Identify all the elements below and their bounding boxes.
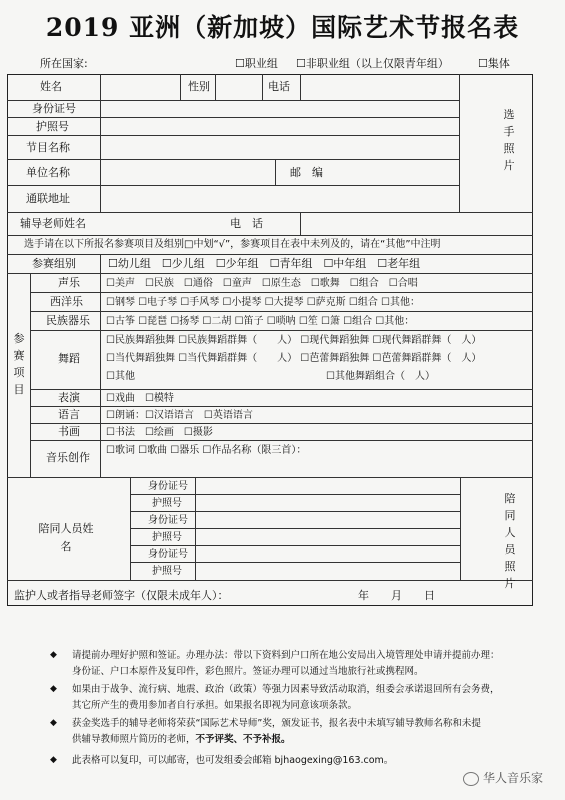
bullet-icon: ◆ [50,650,57,660]
art-label: 书画 [58,425,80,438]
companion-passport-label: 护照号 [152,498,182,509]
category-label: 参赛项目 [13,332,25,396]
program-label: 节目名称 [26,141,70,154]
companion-id-label: 身份证号 [148,515,188,526]
form-title: 2019 亚洲（新加坡）国际艺术节报名表 [45,13,520,42]
companion-passport-label: 护照号 [152,566,182,577]
watermark [463,769,543,786]
western-label: 西洋乐 [50,295,83,308]
address-label: 通联地址 [26,192,70,205]
perform-label: 表演 [58,391,80,404]
dance-options-3a[interactable]: ☐其他 [106,371,135,382]
signature-date: 年 月 日 [358,589,435,602]
compose-label: 音乐创作 [46,451,90,464]
language-options[interactable]: ☐朗诵：☐汉语语言 ☐英语语言 [106,410,253,421]
guardian-signature-label: 监护人或者指导老师签字（仅限未成年人）： [14,589,229,602]
language-label: 语言 [58,408,80,421]
chinese-options[interactable]: ☐古筝 ☐琵琶 ☐扬琴 ☐二胡 ☐笛子 ☐唢呐 ☐笙 ☐箫 ☐组合 ☐其他： [106,316,415,327]
age-group-options[interactable]: ☐幼儿组 ☐少儿组 ☐少年组 ☐青年组 ☐中年组 ☐老年组 [108,257,421,270]
western-options[interactable]: ☐钢琴 ☐电子琴 ☐手风琴 ☐小提琴 ☐大提琴 ☐萨克斯 ☐组合 ☐其他： [106,297,420,308]
note-3a: 获金奖选手的辅导老师将荣获“国际艺术导师”奖，颁发证书，报名表中未填写辅导教师名称和未提 [72,718,481,729]
collective-checkbox[interactable]: ☐集体 [478,57,510,70]
wechat-icon [463,772,479,786]
note-3c: 不予评奖、不予补报。 [195,734,291,745]
dance-options-3b[interactable]: ☐其他舞蹈组合（ 人） [326,371,435,382]
bullet-icon: ◆ [50,755,57,765]
tutor-phone-label: 电 话 [230,217,263,230]
nonprofessional-checkbox[interactable]: ☐非职业组（以上仅限青年组） [296,57,449,70]
unit-label: 单位名称 [26,166,70,179]
postcode-label: 邮 编 [290,166,323,179]
note-1b: 身份证、户口本原件及复印件，彩色照片。签证办理可以通过当地旅行社或携程网。 [72,666,424,677]
note-3b: 供辅导教师照片简历的老师， [72,734,196,745]
passport-label: 护照号 [36,120,69,133]
gender-label: 性别 [188,80,210,93]
companion-name-label: 陪同人员姓名 [38,522,94,553]
phone-label: 电话 [268,80,290,93]
bullet-icon: ◆ [50,718,57,728]
dance-options-2[interactable]: ☐当代舞蹈独舞 ☐当代舞蹈群舞（ 人） ☐芭蕾舞蹈独舞 ☐芭蕾舞蹈群舞（ 人） [106,353,482,364]
note-1a: 请提前办理好护照和签证。办理办法：带以下资料到户口所在地公安局出入境管理处申请并提前办理： [72,650,500,661]
tutor-name-label: 辅导老师姓名 [20,217,86,230]
applicant-photo-label: 选手照片 [503,108,515,172]
country-label: 所在国家: [40,57,88,70]
chinese-label: 民族器乐 [46,314,90,327]
watermark-text: 华人音乐家 [482,771,543,785]
dance-options-1[interactable]: ☐民族舞蹈独舞 ☐民族舞蹈群舞（ 人） ☐现代舞蹈独舞 ☐现代舞蹈群舞（ 人） [106,335,482,346]
vocal-options[interactable]: ☐美声 ☐民族 ☐通俗 ☐童声 ☐原生态 ☐歌舞 ☐组合 ☐合唱 [106,278,418,289]
art-options[interactable]: ☐书法 ☐绘画 ☐摄影 [106,427,213,438]
vocal-label: 声乐 [58,276,80,289]
name-label: 姓名 [40,80,62,93]
companion-id-label: 身份证号 [148,481,188,492]
companion-photo-label: 陪同人员照片 [504,492,516,590]
bullet-icon: ◆ [50,684,57,694]
professional-checkbox[interactable]: ☐职业组 [235,57,278,70]
note-2b: 其它所产生的费用参加者自行承担。如果报名即视为同意该项条款。 [72,700,358,711]
dance-label: 舞蹈 [58,352,80,365]
companion-passport-label: 护照号 [152,532,182,543]
id-number-label: 身份证号 [32,102,76,115]
age-group-label: 参赛组别 [32,257,76,270]
compose-options[interactable]: ☐歌词 ☐歌曲 ☐器乐 ☐作品名称（限三首）： [106,445,307,456]
companion-id-label: 身份证号 [148,549,188,560]
note-2a: 如果由于战争、流行病、地震、政治（政策）等强力因素导致活动取消，组委会承诺退回所有会务费， [72,684,500,695]
instruction-text: 选手请在以下所报名参赛项目及组别□中划“√”，参赛项目在表中未列及的，请在“其他”中注明 [24,239,441,250]
perform-options[interactable]: ☐戏曲 ☐模特 [106,393,174,404]
note-4: 此表格可以复印，可以邮寄，也可发组委会邮箱 bjhaogexing@163.com。 [72,755,394,766]
